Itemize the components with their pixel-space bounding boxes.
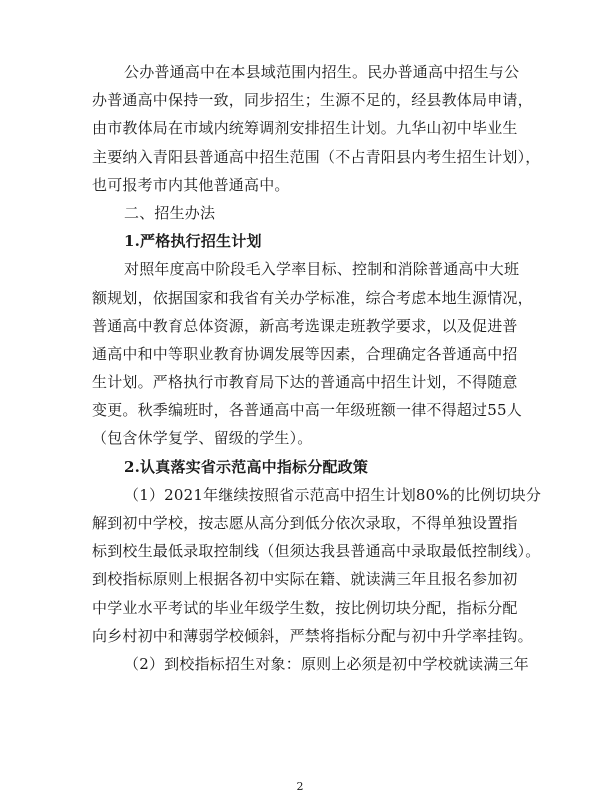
text-line: 中学业水平考试的毕业年级学生数，按比例切块分配，指标分配 bbox=[92, 598, 518, 617]
text-line: 二、招生办法 bbox=[124, 203, 216, 222]
text-line: 额规划，依据国家和我省有关办学标准，综合考虑本地生源情况， bbox=[92, 288, 533, 307]
section-heading: 1.严格执行招生计划 bbox=[124, 232, 262, 251]
text-line: （包含休学复学、留级的学生）。 bbox=[92, 429, 313, 448]
text-line: （2）到校指标招生对象：原则上必须是初中学校就读满三年 bbox=[124, 654, 529, 673]
section-heading: 2.认真落实省示范高中指标分配政策 bbox=[124, 457, 369, 476]
text-line: （1）2021年继续按照省示范高中招生计划80%的比例切块分 bbox=[124, 485, 542, 504]
text-line: 公办普通高中在本县域范围内招生。民办普通高中招生与公 bbox=[124, 63, 520, 81]
text-line: 到校指标原则上根据各初中实际在籍、就读满三年且报名参加初 bbox=[92, 570, 518, 589]
document-body bbox=[92, 58, 562, 678]
text-line: 办普通高中保持一致，同步招生；生源不足的，经县教体局申请， bbox=[92, 91, 533, 110]
text-line: 由市教体局在市域内统筹调剂安排招生计划。九华山初中毕业生 bbox=[92, 119, 518, 138]
text-line: 也可报考市内其他普通高中。 bbox=[92, 175, 290, 194]
text-line: 解到初中学校，按志愿从高分到低分依次录取，不得单独设置指 bbox=[92, 514, 518, 532]
text-line: 向乡村初中和薄弱学校倾斜，严禁将指标分配与初中升学率挂钩。 bbox=[92, 626, 533, 645]
text-line: 普通高中教育总体资源，新高考选课走班教学要求，以及促进普 bbox=[92, 316, 518, 335]
text-line: 变更。秋季编班时，各普通高中高一年级班额一律不得超过55人 bbox=[92, 401, 522, 420]
text-line: 主要纳入青阳县普通高中招生范围（不占青阳县内考生招生计划）， bbox=[92, 147, 541, 166]
page-number: 2 bbox=[296, 780, 304, 793]
text-line: 通高中和中等职业教育协调发展等因素，合理确定各普通高中招 bbox=[92, 344, 518, 363]
text-line: 标到校生最低录取控制线（但须达我县普通高中录取最低控制线）。 bbox=[92, 542, 541, 561]
text-line: 生计划。严格执行市教育局下达的普通高中招生计划，不得随意 bbox=[92, 373, 518, 392]
text-line: 对照年度高中阶段毛入学率目标、控制和消除普通高中大班 bbox=[124, 260, 520, 279]
